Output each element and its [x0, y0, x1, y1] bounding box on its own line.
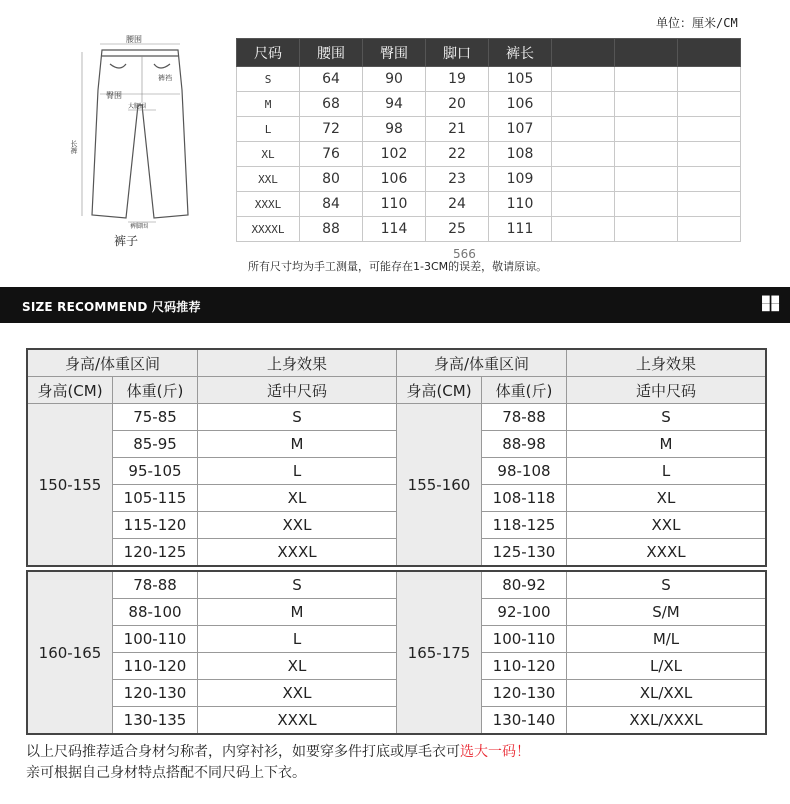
- footer-line-1-text: 以上尺码推荐适合身材匀称者，内穿衬衫，如要穿多件打底或厚毛衣可: [26, 744, 460, 760]
- empty-cell: [678, 92, 741, 117]
- waist-cell: 68: [300, 92, 363, 117]
- weight-cell: 120-125: [113, 539, 198, 567]
- size-cell: S: [237, 67, 300, 92]
- section-title: SIZE RECOMMEND 尺码推荐: [22, 300, 201, 314]
- size-table-header: [237, 39, 741, 67]
- size-table-row: [237, 67, 741, 92]
- pants-waist-label: 腰围: [126, 35, 142, 44]
- empty-cell: [615, 192, 678, 217]
- size-table-row: [237, 167, 741, 192]
- recommend-table-top: [26, 348, 767, 567]
- pants-diagram: [70, 30, 210, 250]
- height-range-cell: 155-160: [397, 404, 482, 567]
- weight-cell: 85-95: [113, 431, 198, 458]
- hem-cell: 20: [426, 92, 489, 117]
- empty-cell: [552, 192, 615, 217]
- empty-cell: [552, 92, 615, 117]
- footer-highlight: 选大一码！: [460, 744, 530, 760]
- size-cell: XXL: [237, 167, 300, 192]
- empty-cell: [615, 67, 678, 92]
- hem-cell: 25: [426, 217, 489, 242]
- size-table-row: [237, 117, 741, 142]
- size-cell: S: [198, 404, 397, 431]
- size-cell: XL: [198, 485, 397, 512]
- watermark: 566: [453, 247, 476, 261]
- size-cell: XXXL: [198, 707, 397, 735]
- weight-cell: 108-118: [482, 485, 567, 512]
- size-cell: XXXL: [567, 539, 767, 567]
- size-cell: XXL: [567, 512, 767, 539]
- empty-cell: [615, 167, 678, 192]
- length-cell: 105: [489, 67, 552, 92]
- size-cell: S: [567, 404, 767, 431]
- height-range-cell: 160-165: [27, 571, 113, 734]
- size-header-cell: 尺码: [237, 39, 300, 67]
- empty-cell: [615, 92, 678, 117]
- empty-cell: [552, 217, 615, 242]
- weight-cell: 78-88: [482, 404, 567, 431]
- empty-cell: [615, 142, 678, 167]
- size-cell: XL: [237, 142, 300, 167]
- table-row: [27, 571, 766, 599]
- hem-cell: 21: [426, 117, 489, 142]
- size-cell: M/L: [567, 626, 767, 653]
- waist-cell: 72: [300, 117, 363, 142]
- size-cell: XXL: [198, 512, 397, 539]
- weight-cell: 110-120: [113, 653, 198, 680]
- col-size-header: 适中尺码: [198, 377, 397, 404]
- weight-cell: 100-110: [482, 626, 567, 653]
- length-cell: 107: [489, 117, 552, 142]
- weight-cell: 125-130: [482, 539, 567, 567]
- pants-length-label: 长裤: [70, 140, 78, 154]
- weight-cell: 88-100: [113, 599, 198, 626]
- hem-cell: 23: [426, 167, 489, 192]
- size-header-cell: 腰围: [300, 39, 363, 67]
- size-cell: S: [567, 571, 767, 599]
- size-header-cell: 裤长: [489, 39, 552, 67]
- size-cell: XL/XXL: [567, 680, 767, 707]
- waist-cell: 80: [300, 167, 363, 192]
- size-cell: M: [237, 92, 300, 117]
- grid-dots-icon: ■■ ■■: [761, 294, 780, 313]
- footer-line-1: [26, 742, 530, 763]
- header-effect-cell: 上身效果: [198, 349, 397, 377]
- size-cell: S: [198, 571, 397, 599]
- weight-cell: 105-115: [113, 485, 198, 512]
- size-cell: M: [567, 431, 767, 458]
- empty-cell: [552, 117, 615, 142]
- col-weight-header: 体重(斤): [482, 377, 567, 404]
- empty-cell: [678, 192, 741, 217]
- length-cell: 106: [489, 92, 552, 117]
- size-header-cell: 脚口: [426, 39, 489, 67]
- header-group-cell: 身高/体重区间: [27, 349, 198, 377]
- empty-cell: [552, 167, 615, 192]
- size-table-row: [237, 217, 741, 242]
- hip-cell: 94: [363, 92, 426, 117]
- empty-cell: [678, 117, 741, 142]
- header-effect-cell: 上身效果: [567, 349, 767, 377]
- waist-cell: 88: [300, 217, 363, 242]
- weight-cell: 130-135: [113, 707, 198, 735]
- size-cell: XL: [198, 653, 397, 680]
- pants-caption: 裤子: [114, 234, 139, 248]
- pants-hem-label: 裤脚围: [130, 223, 149, 230]
- size-cell: L: [198, 458, 397, 485]
- empty-cell: [678, 217, 741, 242]
- height-range-cell: 165-175: [397, 571, 482, 734]
- hem-cell: 24: [426, 192, 489, 217]
- hip-cell: 110: [363, 192, 426, 217]
- hip-cell: 90: [363, 67, 426, 92]
- section-bar: [0, 287, 790, 323]
- size-table-row: [237, 92, 741, 117]
- col-size-header: 适中尺码: [567, 377, 767, 404]
- hem-cell: 22: [426, 142, 489, 167]
- size-cell: XL: [567, 485, 767, 512]
- length-cell: 109: [489, 167, 552, 192]
- waist-cell: 84: [300, 192, 363, 217]
- header-group-cell: 身高/体重区间: [397, 349, 567, 377]
- footer-line-2: 亲可根据自己身材特点搭配不同尺码上下衣。: [26, 765, 306, 781]
- size-cell: M: [198, 431, 397, 458]
- size-cell: XXXXL: [237, 217, 300, 242]
- hip-cell: 102: [363, 142, 426, 167]
- size-header-cell: [678, 39, 741, 67]
- weight-cell: 98-108: [482, 458, 567, 485]
- recommend-table-bottom: [26, 570, 767, 735]
- size-header-cell: [552, 39, 615, 67]
- weight-cell: 78-88: [113, 571, 198, 599]
- weight-cell: 80-92: [482, 571, 567, 599]
- col-weight-header: 体重(斤): [113, 377, 198, 404]
- empty-cell: [678, 142, 741, 167]
- weight-cell: 120-130: [113, 680, 198, 707]
- measure-note: 所有尺寸均为手工测量，可能存在1-3CM的误差，敬请原谅。: [248, 260, 548, 273]
- weight-cell: 130-140: [482, 707, 567, 735]
- empty-cell: [552, 142, 615, 167]
- weight-cell: 95-105: [113, 458, 198, 485]
- hip-cell: 98: [363, 117, 426, 142]
- unit-label: 单位：厘米/CM: [656, 16, 738, 30]
- hip-cell: 106: [363, 167, 426, 192]
- weight-cell: 118-125: [482, 512, 567, 539]
- col-height-header: 身高(CM): [27, 377, 113, 404]
- height-range-cell: 150-155: [27, 404, 113, 567]
- weight-cell: 110-120: [482, 653, 567, 680]
- weight-cell: 92-100: [482, 599, 567, 626]
- waist-cell: 76: [300, 142, 363, 167]
- size-cell: L: [198, 626, 397, 653]
- empty-cell: [678, 167, 741, 192]
- size-cell: L/XL: [567, 653, 767, 680]
- length-cell: 110: [489, 192, 552, 217]
- size-cell: M: [198, 599, 397, 626]
- pants-hip-label: 臀围: [106, 91, 122, 100]
- empty-cell: [615, 217, 678, 242]
- length-cell: 111: [489, 217, 552, 242]
- size-cell: XXXL: [237, 192, 300, 217]
- size-cell: XXXL: [198, 539, 397, 567]
- size-cell: L: [237, 117, 300, 142]
- empty-cell: [615, 117, 678, 142]
- weight-cell: 88-98: [482, 431, 567, 458]
- weight-cell: 120-130: [482, 680, 567, 707]
- waist-cell: 64: [300, 67, 363, 92]
- size-header-cell: [615, 39, 678, 67]
- pants-thigh-label: 大腿围: [128, 103, 147, 110]
- size-table: [236, 38, 741, 242]
- size-header-cell: 臀围: [363, 39, 426, 67]
- size-cell: XXL: [198, 680, 397, 707]
- weight-cell: 115-120: [113, 512, 198, 539]
- weight-cell: 100-110: [113, 626, 198, 653]
- size-table-row: [237, 142, 741, 167]
- hip-cell: 114: [363, 217, 426, 242]
- table-row: [27, 404, 766, 431]
- size-table-row: [237, 192, 741, 217]
- weight-cell: 75-85: [113, 404, 198, 431]
- col-height-header: 身高(CM): [397, 377, 482, 404]
- size-cell: XXL/XXXL: [567, 707, 767, 735]
- size-cell: L: [567, 458, 767, 485]
- pants-rise-label: 裤裆: [158, 74, 172, 82]
- empty-cell: [552, 67, 615, 92]
- length-cell: 108: [489, 142, 552, 167]
- footer-note: [26, 742, 530, 784]
- hem-cell: 19: [426, 67, 489, 92]
- empty-cell: [678, 67, 741, 92]
- size-cell: S/M: [567, 599, 767, 626]
